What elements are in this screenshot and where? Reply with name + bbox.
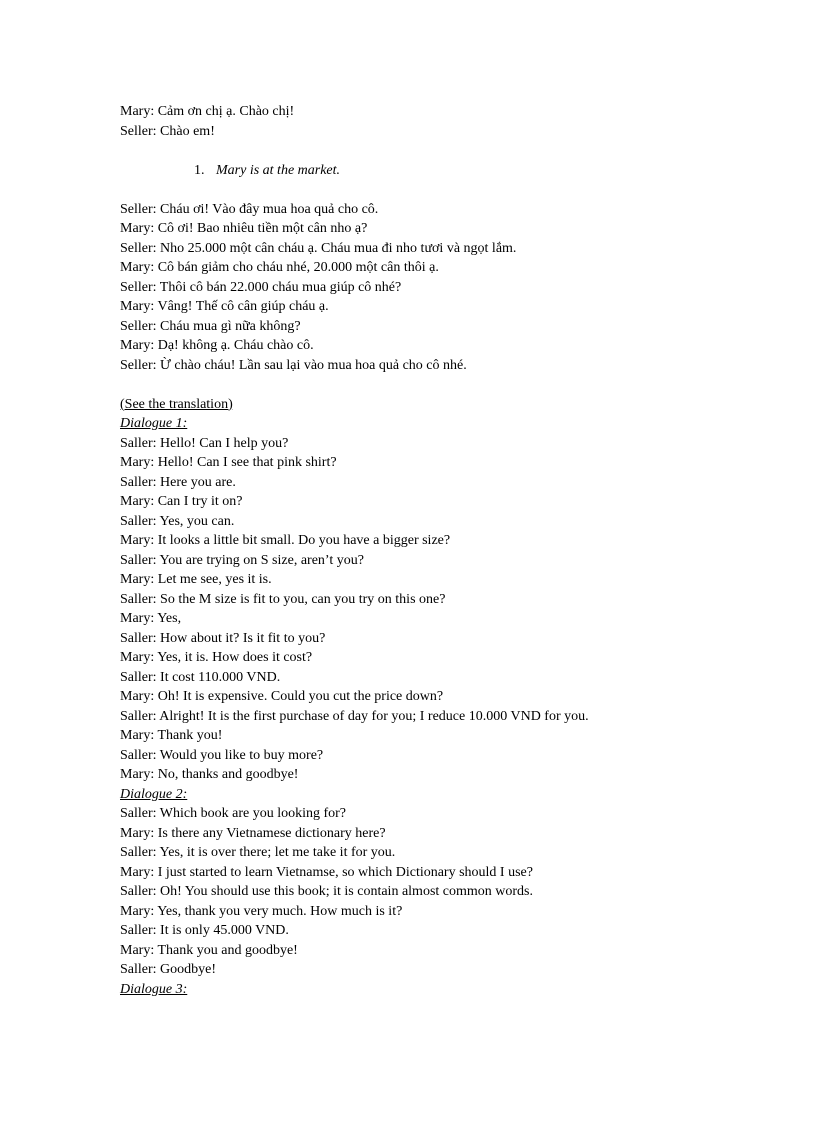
- dialogue-title: Dialogue 2:: [120, 786, 188, 802]
- dialogue-line: Mary: Thank you!: [120, 728, 223, 743]
- dialogue-1: [120, 414, 790, 785]
- dialogue-line: Mary: Cô ơi! Bao nhiêu tiền một cân nho ạ?: [120, 221, 368, 236]
- dialogue-line: Saller: Oh! You should use this book; it is contain almost common words.: [120, 884, 533, 899]
- dialogue-line: Mary: Cảm ơn chị ạ. Chào chị!: [120, 104, 295, 119]
- dialogue-line: Mary: Let me see, yes it is.: [120, 572, 272, 587]
- dialogue-line: Saller: Would you like to buy more?: [120, 747, 324, 763]
- dialogue-line: Mary: Yes, it is. How does it cost?: [120, 650, 313, 665]
- see-translation-link[interactable]: (See the translation): [120, 396, 233, 412]
- dialogue-line: Saller: It is only 45.000 VND.: [120, 923, 289, 938]
- dialogue-line: Saller: You are trying on S size, aren’t you?: [120, 552, 364, 568]
- dialogue-line: Mary: I just started to learn Vietnamse, so which Dictionary should I use?: [120, 864, 533, 880]
- dialogue-line: Seller: Thôi cô bán 22.000 cháu mua giúp cô nhé?: [120, 279, 402, 295]
- dialogue-line: Saller: Yes, you can.: [120, 513, 235, 529]
- section-heading: [120, 161, 790, 181]
- dialogue-line: Saller: Goodbye!: [120, 962, 217, 977]
- dialogue-line: Mary: Dạ! không ạ. Cháu chào cô.: [120, 338, 314, 353]
- spacer: [120, 375, 790, 395]
- dialogue-title: Dialogue 1:: [120, 416, 188, 431]
- dialogue-line: Seller: Ừ chào cháu! Lần sau lại vào mua hoa quả cho cô nhé.: [120, 357, 467, 373]
- dialogue-line: Mary: It looks a little bit small. Do you have a bigger size?: [120, 533, 451, 548]
- section-number: 1.: [194, 162, 205, 178]
- intro-block: [120, 102, 790, 141]
- dialogue-line: Seller: Nho 25.000 một cân cháu ạ. Cháu mua đi nho tươi và ngọt lắm.: [120, 240, 517, 256]
- section-title: Mary is at the market.: [216, 162, 341, 178]
- spacer: [120, 180, 790, 200]
- dialogue-line: Saller: Here you are.: [120, 474, 236, 490]
- dialogue-line: Mary: Can I try it on?: [120, 494, 243, 509]
- document-page: [120, 102, 790, 999]
- dialogue-line: Saller: It cost 110.000 VND.: [120, 669, 281, 685]
- market-dialogue: [120, 200, 790, 376]
- dialogue-3: [120, 980, 790, 1000]
- dialogue-line: Mary: Yes, thank you very much. How much is it?: [120, 903, 403, 919]
- dialogue-line: Mary: Yes,: [120, 611, 182, 626]
- dialogue-line: Mary: Cô bán giảm cho cháu nhé, 20.000 một cân thôi ạ.: [120, 260, 439, 275]
- dialogue-line: Saller: So the M size is fit to you, can you try on this one?: [120, 591, 446, 607]
- dialogue-line: Saller: Hello! Can I help you?: [120, 435, 289, 451]
- dialogue-line: Mary: Is there any Vietnamese dictionary here?: [120, 825, 386, 841]
- dialogue-line: Saller: How about it? Is it fit to you?: [120, 630, 326, 646]
- dialogue-line: Seller: Chào em!: [120, 123, 215, 139]
- dialogue-line: Mary: Thank you and goodbye!: [120, 942, 298, 958]
- dialogue-line: Mary: Vâng! Thế cô cân giúp cháu ạ.: [120, 299, 329, 314]
- dialogue-line: Mary: No, thanks and goodbye!: [120, 767, 299, 782]
- dialogue-line: Mary: Oh! It is expensive. Could you cut the price down?: [120, 689, 444, 704]
- dialogue-line: Saller: Alright! It is the first purchase of day for you; I reduce 10.000 VND for you.: [120, 708, 589, 724]
- dialogue-line: Mary: Hello! Can I see that pink shirt?: [120, 455, 337, 470]
- dialogue-line: Seller: Cháu ơi! Vào đây mua hoa quả cho cô.: [120, 201, 379, 217]
- dialogue-line: Saller: Yes, it is over there; let me take it for you.: [120, 845, 396, 860]
- dialogue-line: Saller: Which book are you looking for?: [120, 806, 347, 821]
- dialogue-line: Seller: Cháu mua gì nữa không?: [120, 318, 301, 334]
- dialogue-title: Dialogue 3:: [120, 981, 188, 997]
- dialogue-2: [120, 785, 790, 980]
